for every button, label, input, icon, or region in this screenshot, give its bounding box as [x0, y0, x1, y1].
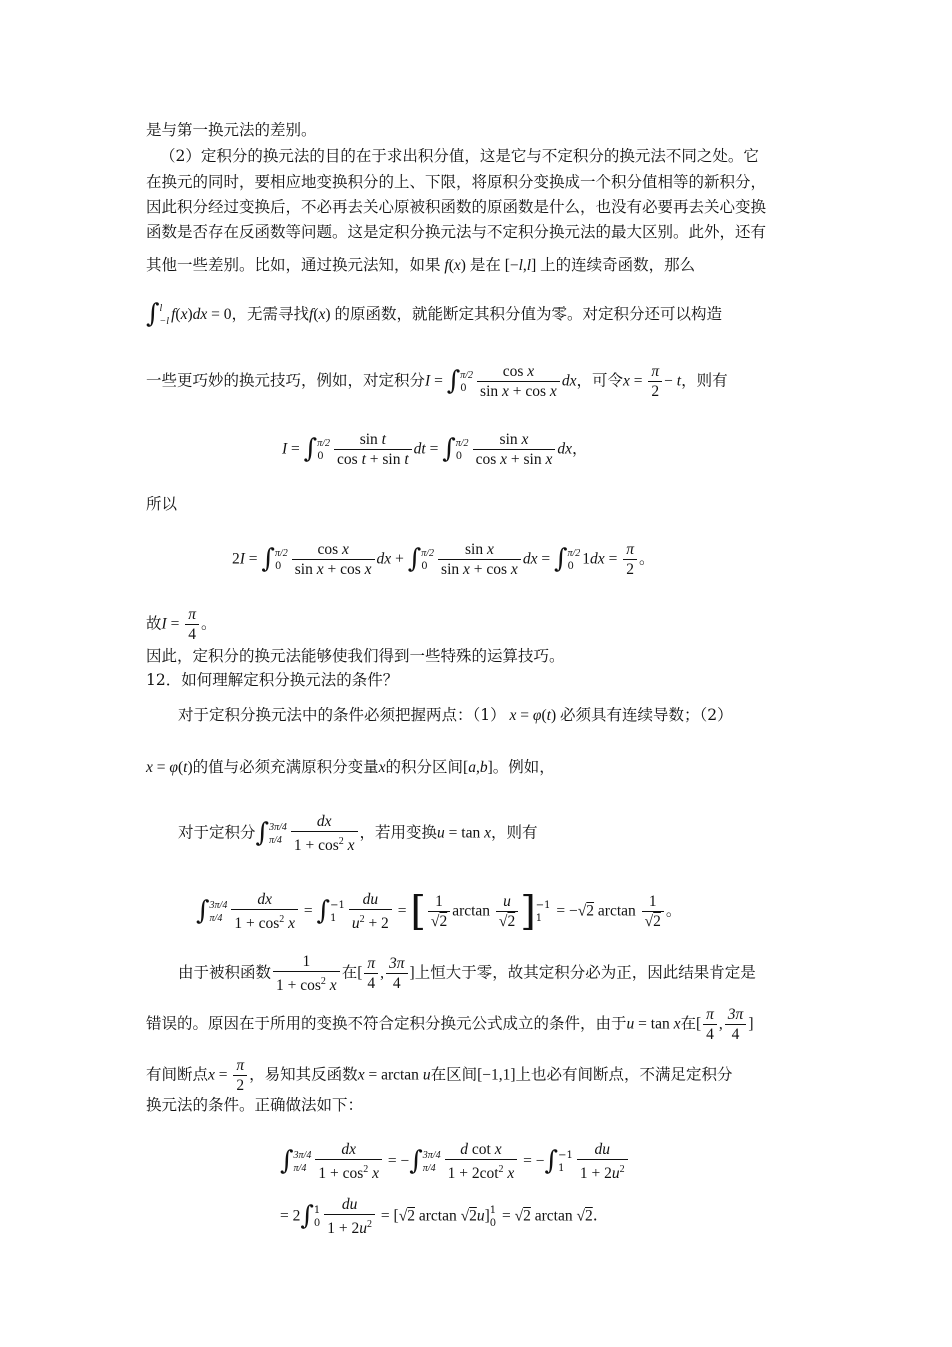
text-line: （2）定积分的换元法的目的在于求出积分值，这是它与不定积分的换元法不同之处。它 [160, 147, 759, 165]
text-line: 因此，定积分的换元法能够使我们得到一些特殊的运算技巧。 [146, 647, 565, 665]
equation-display: I = ∫ π/2 0 $\frac{\text{sin t}}{\text{cos t + sin t}}$ dt = ∫ π/2 0 $\frac{\text{sin x}}{\text{cos x + sin x}}$ dx， [282, 431, 588, 468]
text-line: 错误的。原因在于所用的变换不符合定积分换元公式成立的条件，由于u = tan x在[ $\frac{\pi}{4}$ , $\frac{3\pi}{4}$ ] [146, 1006, 754, 1043]
text-line: x = φ(t)的值与必须充满原积分变量x的积分区间[a,b]。例如， [146, 758, 555, 776]
text-line: 对于定积分∫ 3π/4 π/4 $\frac{dx}{1 + \cos^2 x}$ ，若用变换u = tan x，则有 [178, 813, 538, 855]
equation-display: = 2∫ 1 0 $\frac{du}{1 + 2u^2}$ = [√2 arctan √2u] 1 0 = √2 arctan √2. [280, 1196, 598, 1238]
equation-display: 2I = ∫ π/2 0 $\frac{\text{cos x}}{\text{sin x + cos x}}$ dx + ∫ π/2 0 $\frac{\text{sin x}}{\text{sin x + cos x}}$ dx = ∫ π/2 0 1dx = $\frac{\pi}{2}$ 。 [232, 541, 655, 578]
equation-display: ∫ 3π/4 π/4 $\frac{dx}{1 + \cos^2 x}$ = ∫ −1 1 $\frac{du}{u^2 + 2}$ = [ $\frac{1}{√2}$ arctan $\frac{u}{√2}$ ] −1 1 = −√2 arctan $\frac{1}{√2}$ 。 [196, 888, 682, 935]
question-heading: 12．如何理解定积分换元法的条件？ [146, 671, 399, 689]
text-line: 所以 [146, 495, 178, 513]
text-line: 因此积分经过变换后，不必再去关心原被积函数的原函数是什么，也没有必要再去关心变换 [146, 198, 767, 216]
text-line: 有间断点x = $\frac{\pi}{2}$ ，易知其反函数x = arctan u在区间[−1,1]上也必有间断点，不满足定积分 [146, 1057, 733, 1094]
equation-inline: 故I = $\frac{\pi}{4}$ 。 [146, 606, 217, 643]
text-line: 在换元的同时，要相应地变换积分的上、下限，将原积分变换成一个积分值相等的新积分， [146, 173, 767, 191]
text-line: 其他一些差别。比如，通过换元法知，如果 f(x) 是在 [−l,l] 上的连续奇函数，那么 [146, 256, 696, 274]
text-line: 一些更巧妙的换元技巧，例如，对定积分I = ∫ π/2 0 $\frac{\text{cos x}}{\text{sin x + cos x}}$ dx，可令x = $\frac{\pi}{2}$ − t，则有 [146, 363, 728, 400]
text-line: 对于定积分换元法中的条件必须把握两点：（1） x = φ(t) 必须具有连续导数；（2） [178, 706, 733, 724]
equation-display: ∫ 3π/4 π/4 $\frac{dx}{1 + \cos^2 x}$ = −∫ 3π/4 π/4 $\frac{\text{d cot x}}{1 + 2\cot^2 x}$ = −∫ −1 1 $\frac{du}{1 + 2u^2}$ [280, 1140, 630, 1183]
text-line: 函数是否存在反函数等问题。这是定积分换元法与不定积分换元法的最大区别。此外，还有 [146, 223, 767, 241]
equation-inline: ∫ l −l f(x)dx = 0，无需寻找f(x) 的原函数，就能断定其积分值为零。对定积分还可以构造 [146, 299, 722, 329]
text-line: 是与第一换元法的差别。 [146, 121, 317, 139]
text-line: 由于被积函数 $\frac{1}{1 + \cos^2 x}$ 在[ $\frac{\pi}{4}$ , $\frac{3\pi}{4}$ ]上恒大于零，故其定积分必为正，因此结果肯定是 [178, 953, 756, 995]
text-line: 换元法的条件。正确做法如下： [146, 1096, 364, 1114]
